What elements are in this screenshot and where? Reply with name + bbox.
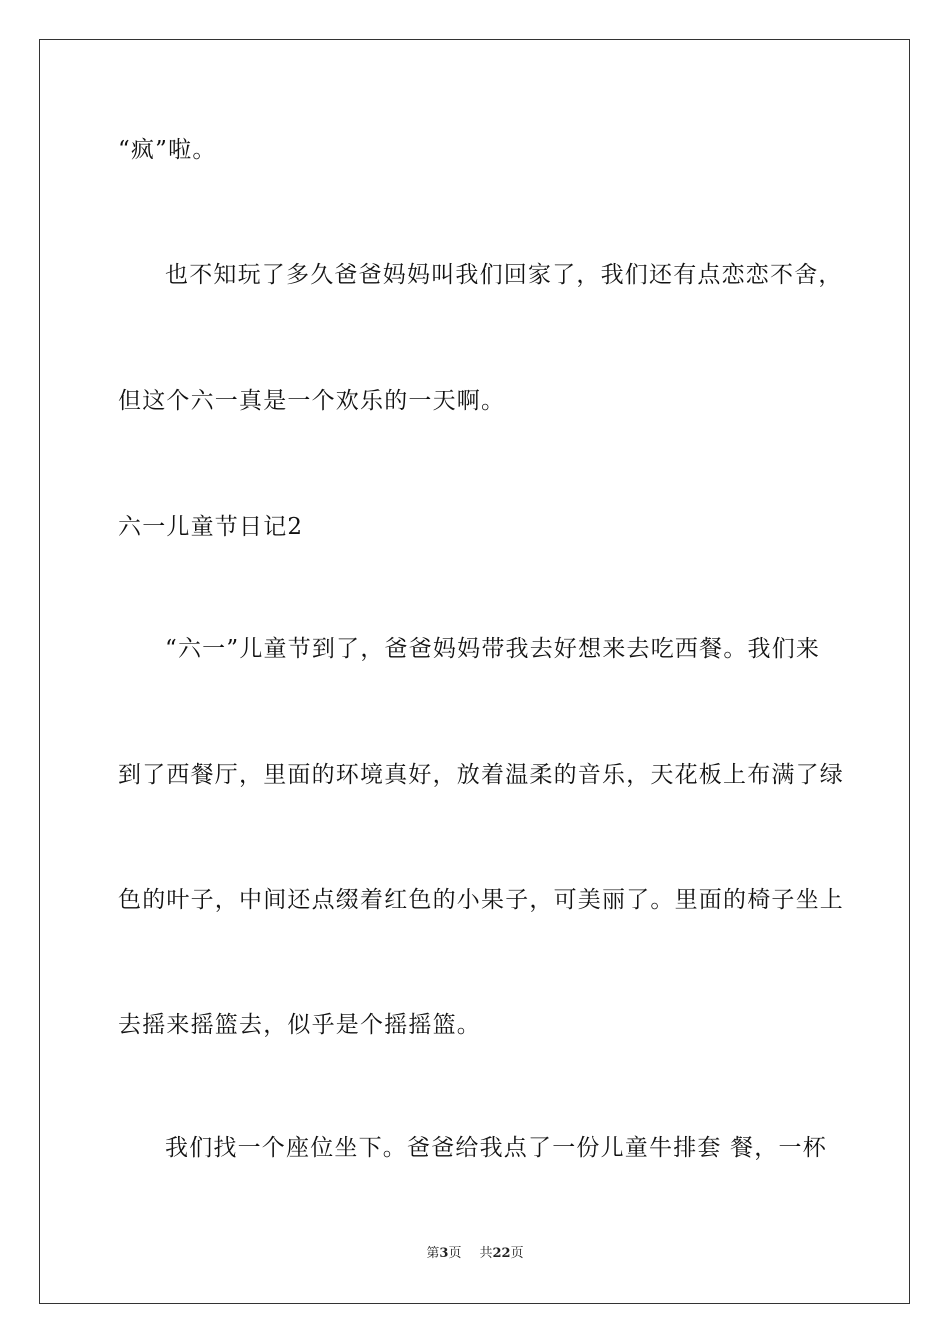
section-heading: 六一儿童节日记2 bbox=[118, 514, 304, 540]
total-suffix: 页 bbox=[510, 1246, 524, 1261]
text-line-6: 到了西餐厅，里面的环境真好，放着温柔的音乐，天花板上布满了绿 bbox=[118, 762, 844, 788]
page-footer bbox=[0, 1245, 950, 1263]
text-line-9: 我们找一个座位坐下。爸爸给我点了一份儿童牛排套 餐，一杯 bbox=[165, 1135, 827, 1161]
text-line-1: “疯”啦。 bbox=[118, 137, 217, 163]
page-suffix: 页 bbox=[448, 1246, 462, 1261]
text-line-2: 也不知玩了多久爸爸妈妈叫我们回家了，我们还有点恋恋不舍， bbox=[165, 262, 843, 288]
text-line-3: 但这个六一真是一个欢乐的一天啊。 bbox=[118, 388, 506, 414]
text-line-7: 色的叶子，中间还点缀着红色的小果子，可美丽了。里面的椅子坐上 bbox=[118, 887, 844, 913]
page-border bbox=[39, 39, 910, 1304]
text-line-5: “六一”儿童节到了，爸爸妈妈带我去好想来去吃西餐。我们来 bbox=[165, 636, 821, 662]
text-line-8: 去摇来摇篮去，似乎是个摇摇篮。 bbox=[118, 1012, 481, 1038]
total-prefix: 共 bbox=[479, 1246, 493, 1261]
current-page-number: 3 bbox=[439, 1246, 449, 1261]
page-prefix: 第 bbox=[426, 1246, 440, 1261]
total-pages-number: 22 bbox=[492, 1246, 511, 1261]
